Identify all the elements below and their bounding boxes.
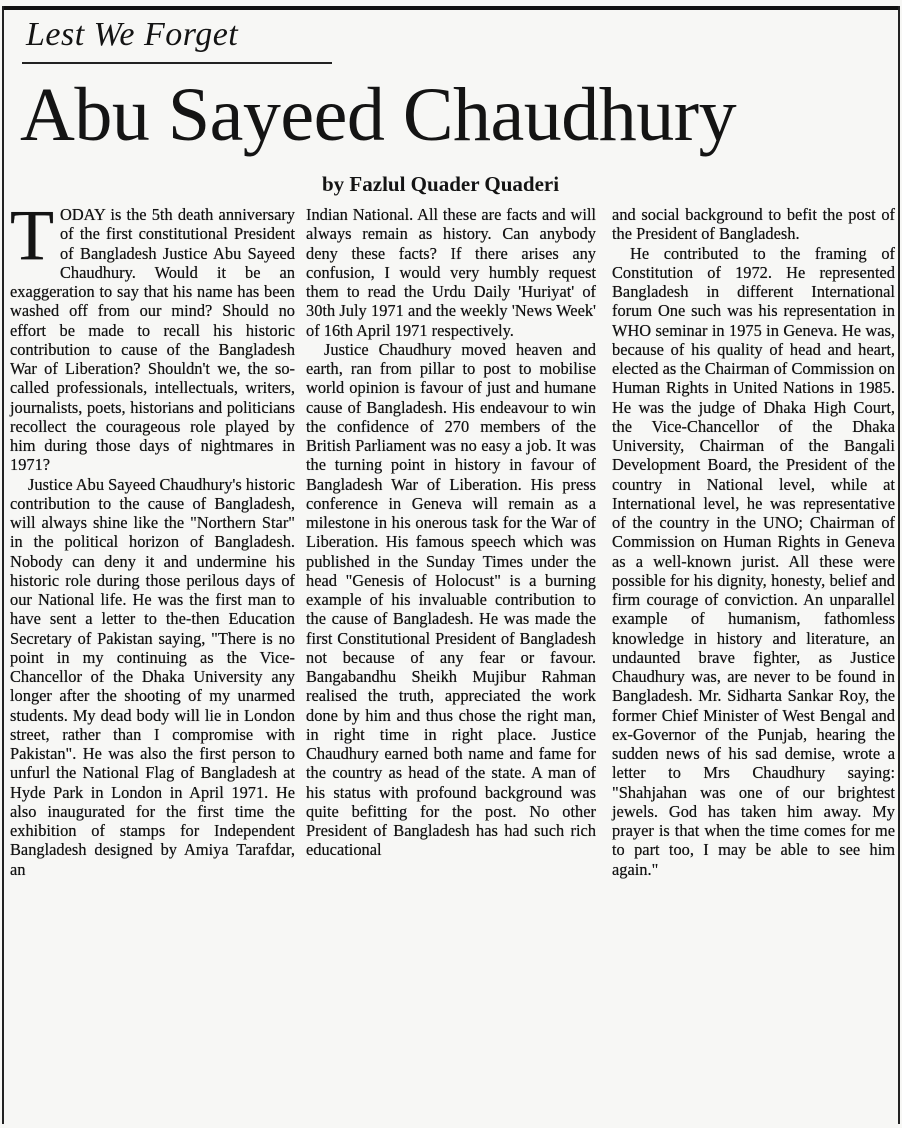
kicker: Lest We Forget xyxy=(26,16,239,53)
paragraph: Justice Abu Sayeed Chaudhury's historic contribution to the cause of Bangladesh, will always shine like the "Northern Star" in the political horizon of Bangladesh. Nobody can deny it and undermine his historic role during those perilous days of our National life. He was the first man to have sent a letter to the-then Education Secretary of Pakistan saying, "There is no point in my continuing as the Vice-Chancellor of the Dhaka University any longer after the shooting of my unarmed students. My dead body will lie in London street, rather than I compromise with Pakistan". He was also the first person to unfurl the National Flag of Bangladesh at Hyde Park in London in April 1971. He also inaugurated for the first time the exhibition of stamps for Independent Bangladesh designed by Amiya Tarafdar, an xyxy=(10,474,295,879)
left-border-rule xyxy=(2,6,4,1124)
kicker-underline xyxy=(22,62,332,64)
headline: Abu Sayeed Chaudhury xyxy=(20,73,737,157)
right-border-rule xyxy=(898,6,900,1124)
article-column-2 xyxy=(306,205,596,860)
paragraph-text: ODAY is the 5th death anniversary of the first constitutional President of Bangladesh Justice Abu Sayeed Chaudhury. Would it be an exaggeration to say that his name has been washed off from our mind? Should no effort be made to recall his historic contribution to cause of the Bangladesh War of Liberation? Shouldn't we, the so-called professionals, intellectuals, writers, journalists, poets, historians and politicians recollect the courageous role played by him during those days of nightmares in 1971? xyxy=(10,205,295,475)
paragraph: and social background to befit the post of the President of Bangladesh. xyxy=(612,205,895,244)
paragraph xyxy=(10,195,295,475)
paragraph: Justice Chaudhury moved heaven and earth, ran from pillar to post to mobilise world opinion is favour of just and humane cause of Bangladesh. His endeavour to win the confidence of 270 members of the British Parliament was no easy a job. It was the turning point in history in favour of Bangladesh War of Liberation. His press conference in Geneva will remain as a milestone in his onerous task for the War of Liberation. His famous speech which was published in the Sunday Times under the head "Genesis of Holocust" is a burning example of his invaluable contribution to the cause of Bangladesh. He was made the first Constitutional President of Bangladesh not because of any fear or favour. Bangabandhu Sheikh Mujibur Rahman realised the truth, appreciated the work done by him and thus chose the right man, in right time in right place. Justice Chaudhury earned both name and fame for the country as head of the state. A man of his status with profound background was quite befitting for the post. No other President of Bangladesh has had such rich educational xyxy=(306,339,596,860)
paragraph: He contributed to the framing of Constitution of 1972. He represented Bangladesh in different International forum One such was his representation in WHO seminar in 1975 in Geneva. He was, because of his quality of head and heart, elected as the Chairman of Commission on Human Rights in United Nations in 1985. He was the judge of Dhaka High Court, the Vice-Chancellor of the Dhaka University, Chairman of the Bangali Development Board, the President of the country in National level, while at International level, he was representative of the country in the UNO; Chairman of Commission on Human Rights in Geneva as a well-known jurist. All these were possible for his dignity, honesty, belief and firm courage of conviction. An unparallel example of humanism, fathomless knowledge in history and literature, an undaunted brave fighter, as Justice Chaudhury was, are never to be found in Bangladesh. Mr. Sidharta Sankar Roy, the former Chief Minister of West Bengal and ex-Governor of the Punjab, hearing the sudden news of his sad demise, wrote a letter to Mrs Chaudhury saying: "Shahjahan was one of our brightest jewels. God has taken him away. My prayer is that when the time comes for me to part too, I may be able to see him again." xyxy=(612,243,895,879)
paragraph: Indian National. All these are facts and will always remain as history. Can anybody deny these facts? If there arises any confusion, I would very humbly request them to read the Urdu Daily 'Huriyat' of 30th July 1971 and the weekly 'News Week' of 16th April 1971 respectively. xyxy=(306,205,596,340)
top-border-rule xyxy=(2,6,900,10)
article-column-1 xyxy=(10,195,295,879)
drop-cap: T xyxy=(10,195,54,275)
article-column-3 xyxy=(612,205,895,879)
byline: by Fazlul Quader Quaderi xyxy=(322,172,560,196)
